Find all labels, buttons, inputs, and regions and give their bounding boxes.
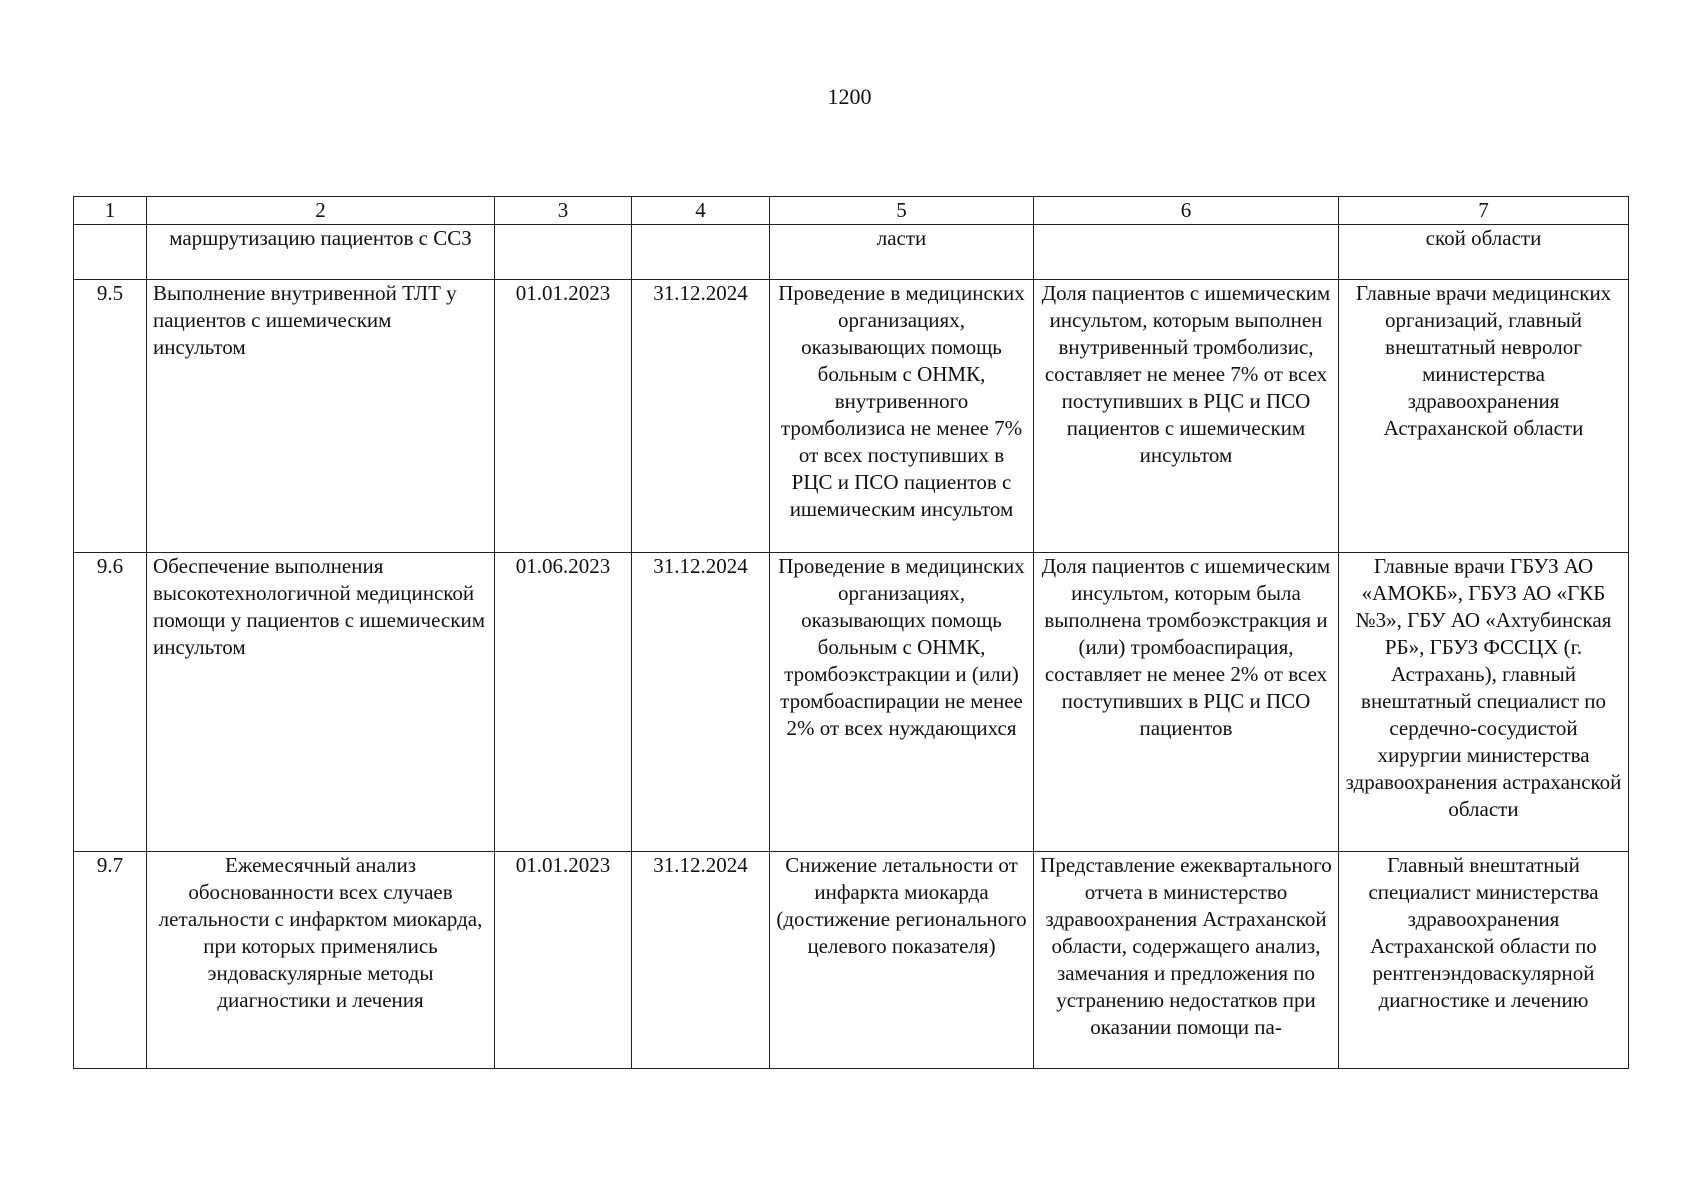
- table-row: [74, 280, 1629, 553]
- event-cell: Выполнение внутривенной ТЛТ у пациентов с ишемическим инсультом: [147, 280, 495, 553]
- table-row: [74, 852, 1629, 1069]
- page-number: 1200: [827, 84, 872, 109]
- column-number: 2: [147, 197, 495, 225]
- start-date-cell: 01.01.2023: [495, 280, 632, 553]
- result-cell: Проведение в медицинских организациях, оказывающих помощь больным с ОНМК, тромбоэкстракции и (или) тромбоаспирации не менее 2% от всех нуждающихся: [770, 553, 1034, 852]
- activity-table: [73, 196, 1629, 1069]
- start-date-cell: [495, 225, 632, 280]
- table-row: [74, 553, 1629, 852]
- column-number: 5: [770, 197, 1034, 225]
- column-number: 1: [74, 197, 147, 225]
- indicator-cell: [1034, 225, 1339, 280]
- row-number-cell: 9.7: [74, 852, 147, 1069]
- result-cell: Проведение в медицинских организациях, оказывающих помощь больным с ОНМК, внутривенного тромболизиса не менее 7% от всех поступивших в РЦС и ПСО пациентов с ишемическим инсультом: [770, 280, 1034, 553]
- row-number-cell: [74, 225, 147, 280]
- end-date-cell: 31.12.2024: [632, 852, 770, 1069]
- responsible-cell: Главный внештатный специалист министерства здравоохранения Астраханской области по рентгенэндоваскулярной диагностике и лечению: [1339, 852, 1629, 1069]
- column-number: 6: [1034, 197, 1339, 225]
- responsible-cell: ской области: [1339, 225, 1629, 280]
- indicator-cell: Доля пациентов с ишемическим инсультом, которым выполнен внутривенный тромболизис, составляет не менее 7% от всех поступивших в РЦС и ПСО пациентов с ишемическим инсультом: [1034, 280, 1339, 553]
- indicator-cell: Представление ежеквартального отчета в министерство здравоохранения Астраханской области, содержащего анализ, замечания и предложения по устранению недостатков при оказании помощи па-: [1034, 852, 1339, 1069]
- column-number: 3: [495, 197, 632, 225]
- start-date-cell: 01.06.2023: [495, 553, 632, 852]
- event-cell: Ежемесячный анализ обоснованности всех случаев летальности с инфарктом миокарда, при которых применялись эндоваскулярные методы диагностики и лечения: [147, 852, 495, 1069]
- row-number-cell: 9.5: [74, 280, 147, 553]
- event-cell: Обеспечение выполнения высокотехнологичной медицинской помощи у пациентов с ишемическим инсультом: [147, 553, 495, 852]
- event-cell: маршрутизацию пациентов с ССЗ: [147, 225, 495, 280]
- start-date-cell: 01.01.2023: [495, 852, 632, 1069]
- end-date-cell: 31.12.2024: [632, 280, 770, 553]
- row-number-cell: 9.6: [74, 553, 147, 852]
- end-date-cell: 31.12.2024: [632, 553, 770, 852]
- column-number: 4: [632, 197, 770, 225]
- result-cell: Снижение летальности от инфаркта миокарда (достижение регионального целевого показателя): [770, 852, 1034, 1069]
- result-cell: ласти: [770, 225, 1034, 280]
- column-number: 7: [1339, 197, 1629, 225]
- indicator-cell: Доля пациентов с ишемическим инсультом, которым была выполнена тромбоэкстракция и (или) тромбоаспирация, составляет не менее 2% от всех поступивших в РЦС и ПСО пациентов: [1034, 553, 1339, 852]
- responsible-cell: Главные врачи медицинских организаций, главный внештатный невролог министерства здравоохранения Астраханской области: [1339, 280, 1629, 553]
- column-number-row: [74, 197, 1629, 225]
- end-date-cell: [632, 225, 770, 280]
- table-row-continuation: [74, 225, 1629, 280]
- responsible-cell: Главные врачи ГБУЗ АО «АМОКБ», ГБУЗ АО «ГКБ №3», ГБУ АО «Ахтубинская РБ», ГБУЗ ФССЦХ (г. Астрахань), главный внештатный специалист по сердечно-сосудистой хирургии министерства здравоохранения астраханской области: [1339, 553, 1629, 852]
